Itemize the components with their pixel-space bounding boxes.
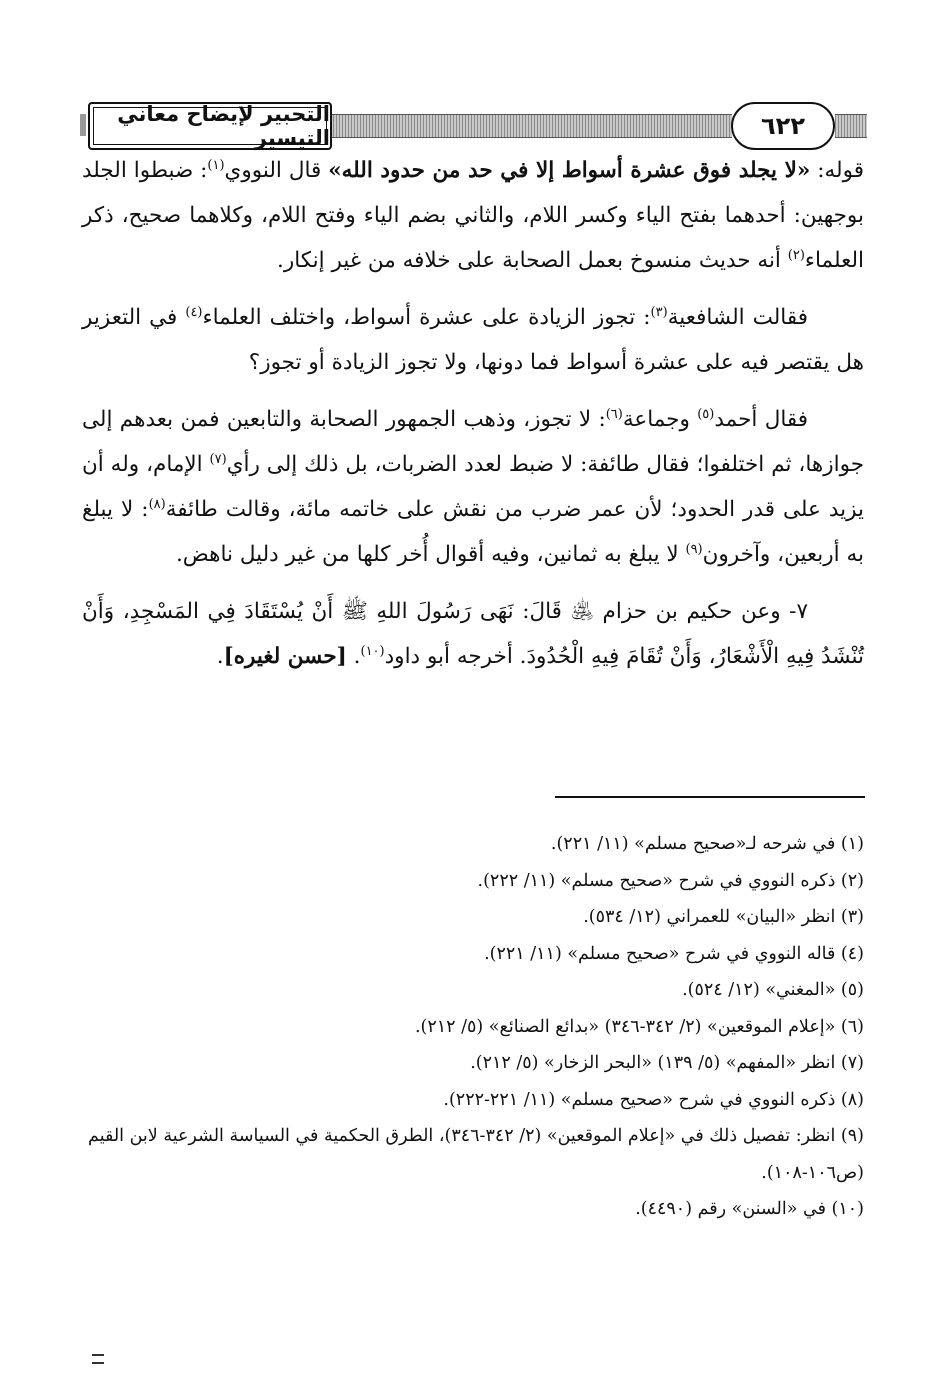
hadith-grade: [حسن لغيره] <box>223 644 347 669</box>
header-ornament-left <box>80 114 86 136</box>
footnote-ref-7[interactable]: (٧) <box>209 451 227 467</box>
main-text <box>82 148 864 691</box>
header-ornament-right <box>835 114 867 138</box>
footnote-8: (٨) ذكره النووي في شرح «صحيح مسلم» (١١/ ٢٢١-٢٢٢). <box>443 1089 864 1110</box>
paragraph-2: فقالت الشافعية$^{(٣)}$: تجوز الزيادة على عشرة أسواط، واختلف العلماء$^{(٤)}$ في التعزير هل يقتصر فيه على عشرة أسواط فما دونها، ولا تجوز الزيادة أو تجوز؟ <box>82 304 864 375</box>
footnote-ref-1[interactable]: (١) <box>207 157 225 173</box>
scan-mark <box>92 1354 104 1364</box>
footnote-2: (٢) ذكره النووي في شرح «صحيح مسلم» (١١/ ٢٢٢). <box>477 870 864 891</box>
footnote-ref-6[interactable]: (٦) <box>605 406 623 422</box>
book-title: التحبير لإيضاح معاني التيسير <box>88 102 332 150</box>
footnote-ref-8[interactable]: (٨) <box>148 496 166 512</box>
hadith-quote: «لا يجلد فوق عشرة أسواط إلا في حد من حدود الله» <box>328 158 811 183</box>
footnote-7: (٧) انظر «المفهم» (٥/ ١٣٩) «البحر الزخار» (٥/ ٢١٢). <box>470 1053 864 1073</box>
footnote-ref-3[interactable]: (٣) <box>650 304 668 320</box>
paragraph-3: فقال أحمد$^{(٥)}$ وجماعة$^{(٦)}$: لا تجوز، وذهب الجمهور الصحابة والتابعين فمن بعدهم إلى جوازها، ثم اختلفوا؛ فقال طائفة: لا ضبط لعدد الضربات، بل ذلك إلى رأي$^{(٧)}$ الإمام، وله أن يزيد على قدر الحدود؛ لأن عمر ضرب من نقش على خاتمه مائة، وقالت طائفة$^{(٨)}$: لا يبلغ به أربعين، وآخرون$^{(٩)}$ لا يبلغ به ثمانين، وفيه أقوال أُخر كلها من غير دليل ناهض. <box>82 406 864 567</box>
page-number: ٦٢٢ <box>731 102 835 150</box>
footnote-5: (٥) «المغني» (١٢/ ٥٢٤). <box>682 980 864 1000</box>
footnote-ref-5[interactable]: (٥) <box>697 406 715 422</box>
footnote-ref-4[interactable]: (٤) <box>185 304 203 320</box>
footnotes <box>80 826 864 1228</box>
footnote-6: (٦) «إعلام الموقعين» (٢/ ٣٤٢-٣٤٦) «بدائع الصنائع» (٥/ ٢١٢). <box>414 1016 864 1037</box>
footnote-10: (١٠) في «السنن» رقم (٤٤٩٠). <box>635 1199 864 1219</box>
footnote-ref-9[interactable]: (٩) <box>685 541 703 557</box>
footnote-3: (٣) انظر «البيان» للعمراني (١٢/ ٥٣٤). <box>583 907 864 927</box>
footnote-1: (١) في شرحه لـ«صحيح مسلم» (١١/ ٢٢١). <box>550 834 864 854</box>
footnote-ref-2[interactable]: (٢) <box>787 247 805 263</box>
paragraph-4-hadith: ٧- وعن حكيم بن حزام ﵁ قَالَ: نَهَى رَسُولَ اللهِ ﷺ أَنْ يُسْتَقَادَ فِي المَسْجِدِ، وَأَنْ تُنْشَدُ فِيهِ الْأَشْعَارُ، وَأَنْ تُقَامَ فِيهِ الْحُدُودَ. أخرجه أبو داود$^{(١٠)}$. [حسن لغيره]. <box>82 599 864 669</box>
footnote-9: (٩) انظر: تفصيل ذلك في «إعلام الموقعين» (٢/ ٣٤٢-٣٤٦)، الطرق الحكمية في السياسة الشرعية لابن القيم (ص١٠٦-١٠٨). <box>88 1126 864 1183</box>
page-header <box>80 100 867 152</box>
footnote-ref-10[interactable]: (١٠) <box>360 643 385 659</box>
footnote-separator <box>555 796 865 798</box>
header-ornament-band <box>330 114 732 138</box>
footnote-4: (٤) قاله النووي في شرح «صحيح مسلم» (١١/ ٢٢١). <box>484 943 864 964</box>
paragraph-1: قوله: «لا يجلد فوق عشرة أسواط إلا في حد من حدود الله» قال النووي$^{(١)}$: ضبطوا الجلد بوجهين: أحدهما بفتح الياء وكسر اللام، والثاني بضم الياء وفتح اللام، وكلاهما صحيح، ذكر العلماء$^{(٢)}$ أنه حديث منسوخ بعمل الصحابة على خلافه من غير إنكار. <box>82 157 864 273</box>
